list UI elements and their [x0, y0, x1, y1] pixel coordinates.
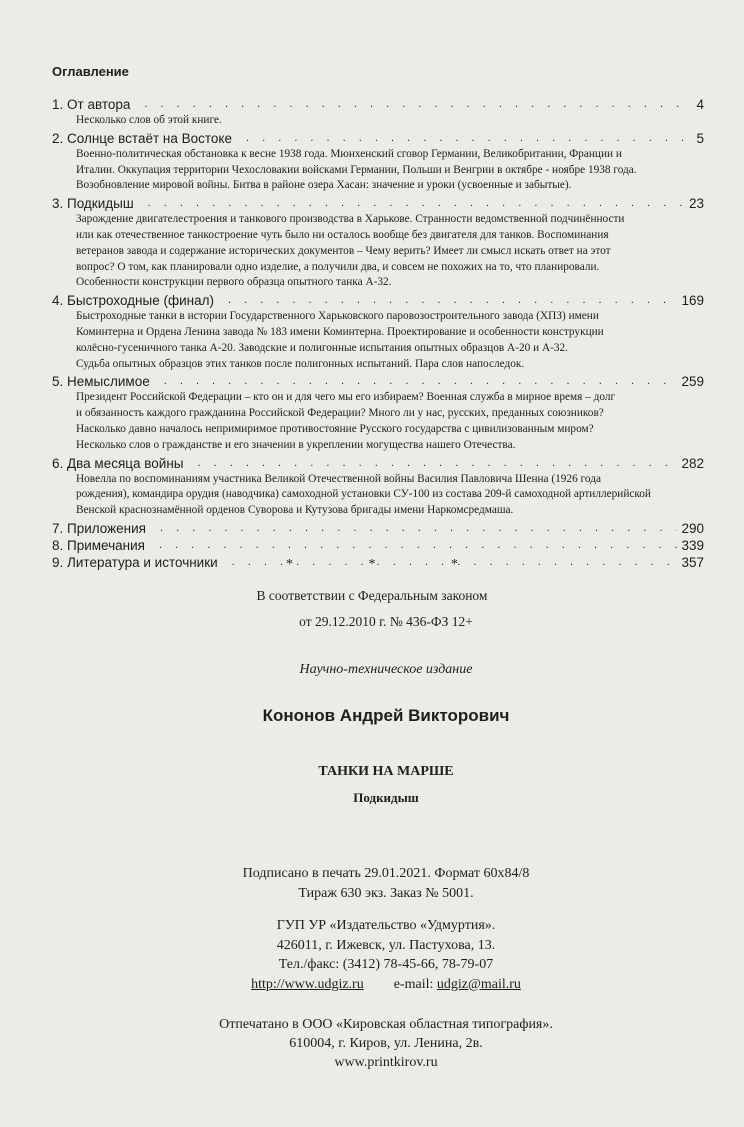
imprint-line1: Подписано в печать 29.01.2021. Формат 60х84/8 — [242, 866, 530, 881]
toc-description-line: и обязанность каждого гражданина Российской Федерации? Много ли у нас, русских, преданных союзников? — [76, 407, 604, 420]
toc-description-line: Италии. Оккупация территории Чехословакии войсками Германии, Польши и Венгрии в октябре - ноябре 1938 года. — [76, 163, 637, 176]
toc-entry-label: 1. От автора — [52, 97, 131, 112]
publisher-contacts — [14, 975, 744, 995]
toc-description-line: рождения), командира орудия (наводчика) самоходной установки СУ-100 из состава 209-й самоходной артиллерийской — [76, 488, 651, 501]
toc-entry-label: 8. Примечания — [52, 537, 145, 553]
dot-leader — [159, 540, 678, 551]
toc-entry — [52, 537, 704, 554]
toc-entry-label: 6. Два месяца войны — [52, 455, 184, 471]
toc-entry-line — [52, 96, 704, 113]
publisher-phone: Тел./факс: (3412) 78-45-66, 78-79-07 — [278, 957, 494, 972]
toc-entry-description — [52, 309, 704, 372]
toc-description-line: Венской краснознамённой орденов Суворова и Кутузова бригады имени Наркомсредмаша. — [76, 504, 514, 517]
toc-entry-description — [52, 212, 704, 291]
printer-website: www.printkirov.ru — [334, 1055, 438, 1070]
author-name: Кононов Андрей Викторович — [262, 706, 510, 725]
book-subtitle: Подкидыш — [353, 790, 419, 805]
toc-entry-description — [52, 113, 704, 129]
publisher-address: 426011, г. Ижевск, ул. Пастухова, 13. — [276, 937, 496, 953]
toc-description-line: Насколько давно началось непримиримое противостояние Русского государства с цивилизованным миром? — [76, 422, 594, 435]
toc-entry-line — [52, 455, 704, 472]
publisher-website-link[interactable]: http://www.udgiz.ru — [251, 976, 364, 992]
toc-entry — [52, 373, 704, 453]
toc-entry — [52, 195, 704, 291]
law-reference-line1: В соответствии с Федеральным законом — [256, 588, 488, 603]
publisher-info — [14, 916, 744, 994]
toc-entry-line — [52, 292, 704, 309]
imprint-line2: Тираж 630 экз. Заказ № 5001. — [298, 886, 474, 901]
separator-stars: * * * — [286, 557, 494, 572]
toc-entry-label: 3. Подкидыш — [52, 196, 134, 212]
toc-entry — [52, 130, 704, 194]
toc-entry-page: 23 — [688, 196, 704, 212]
printer-address: 610004, г. Киров, ул. Ленина, 2в. — [289, 1036, 483, 1051]
toc-entry — [52, 520, 704, 537]
toc-description-line: Военно-политическая обстановка к весне 1938 года. Мюнхенский сговор Германии, Великобритании, Франции и — [76, 147, 622, 160]
toc-description-line: ветеранов завода и содержание исторических документов – Чему верить? Имеет ли смысл искать ответ на этот — [76, 244, 611, 257]
toc-entry-page: 290 — [681, 520, 704, 536]
toc-entry-label: 7. Приложения — [52, 520, 146, 536]
toc-entry-label: 4. Быстроходные (финал) — [52, 293, 214, 309]
dot-leader — [164, 376, 678, 387]
toc-entry-line — [52, 537, 704, 554]
table-of-contents — [52, 96, 704, 571]
toc-description-line: Зарождение двигателестроения и танкового производства в Харькове. Странности ведомственной подчинённости — [76, 213, 625, 226]
toc-entry-page: 259 — [681, 374, 704, 390]
toc-entry-label: 9. Литература и источники — [52, 554, 218, 570]
publisher-name: ГУП УР «Издательство «Удмуртия». — [276, 918, 496, 933]
toc-entry-line — [52, 520, 704, 537]
dot-leader — [228, 295, 678, 306]
toc-entry — [52, 292, 704, 372]
toc-entry-description — [52, 147, 704, 194]
book-title: ТАНКИ НА МАРШЕ — [318, 764, 454, 779]
dot-leader — [160, 523, 677, 534]
edition-type: Научно-техническое издание — [299, 662, 473, 677]
toc-entry-label: 5. Немыслимое — [52, 374, 150, 390]
toc-entry-description — [52, 390, 704, 453]
printer-info — [14, 1015, 744, 1072]
imprint-info — [14, 864, 744, 904]
toc-description-line: Особенности конструкции первого образца опытного танка А-32. — [76, 276, 392, 289]
toc-description-line: вопрос? О том, как планировали одно изделие, а получили два, и совсем не похожих на то, что планировали. — [76, 260, 600, 273]
dot-leader — [246, 133, 693, 144]
toc-description-line: или как отечественное танкостроение чуть было ни осталось вообще без двигателя для танков. Воспоминания — [76, 228, 609, 241]
dot-leader — [148, 198, 685, 209]
law-reference-line2: от 29.12.2010 г. № 436-ФЗ 12+ — [299, 614, 473, 629]
toc-description-line: Возобновление мировой войны. Битва в районе озера Хасан: значение и уроки (усвоенные и забытые). — [76, 179, 572, 192]
toc-entry-page: 357 — [681, 554, 704, 570]
toc-title: Оглавление — [52, 64, 129, 79]
toc-entry-label: 2. Солнце встаёт на Востоке — [52, 130, 232, 146]
toc-description-line: Быстроходные танки в истории Государственного Харьковского паровозостроительного завода (ХПЗ) имени — [76, 310, 599, 323]
toc-description-line: колёсно-гусеничного танка А-20. Заводские и полигонные испытания опытных образцов А-20 и А-32. — [76, 341, 568, 354]
dot-leader — [198, 458, 678, 469]
dot-leader — [144, 99, 692, 110]
toc-description-line: Новелла по воспоминаниям участника Великой Отечественной войны Василия Павловича Шенна (1926 года — [76, 472, 601, 485]
toc-entry-line — [52, 130, 704, 147]
toc-entry-page: 282 — [681, 455, 704, 471]
toc-description-line: Несколько слов о гражданстве и его значении в укреплении могущества нашего Отечества. — [76, 438, 516, 451]
toc-description-line: Президент Российской Федерации – кто он и для чего мы его избираем? Военная служба в мирное время – долг — [76, 391, 616, 404]
publisher-email-label: e-mail: — [393, 976, 437, 992]
toc-entry — [52, 455, 704, 519]
toc-description-line: Несколько слов об этой книге. — [76, 114, 222, 126]
toc-entry-page: 5 — [696, 130, 704, 146]
printer-name: Отпечатано в ООО «Кировская областная типография». — [219, 1017, 553, 1032]
toc-entry-page: 4 — [696, 97, 704, 112]
toc-entry-line — [52, 373, 704, 390]
publisher-email — [394, 975, 521, 995]
toc-description-line: Судьба опытных образцов этих танков после полигонных испытаний. Пара слов напоследок. — [76, 357, 525, 370]
toc-entry-page: 169 — [681, 293, 704, 309]
toc-entry-page: 339 — [681, 537, 704, 553]
toc-entry-description — [52, 472, 704, 519]
publisher-email-link[interactable]: udgiz@mail.ru — [436, 976, 521, 992]
toc-entry — [52, 96, 704, 129]
toc-entry-line — [52, 195, 704, 212]
toc-description-line: Коминтерна и Ордена Ленина завода № 183 имени Коминтерна. Проектирование и особенности конструкции — [76, 325, 604, 338]
